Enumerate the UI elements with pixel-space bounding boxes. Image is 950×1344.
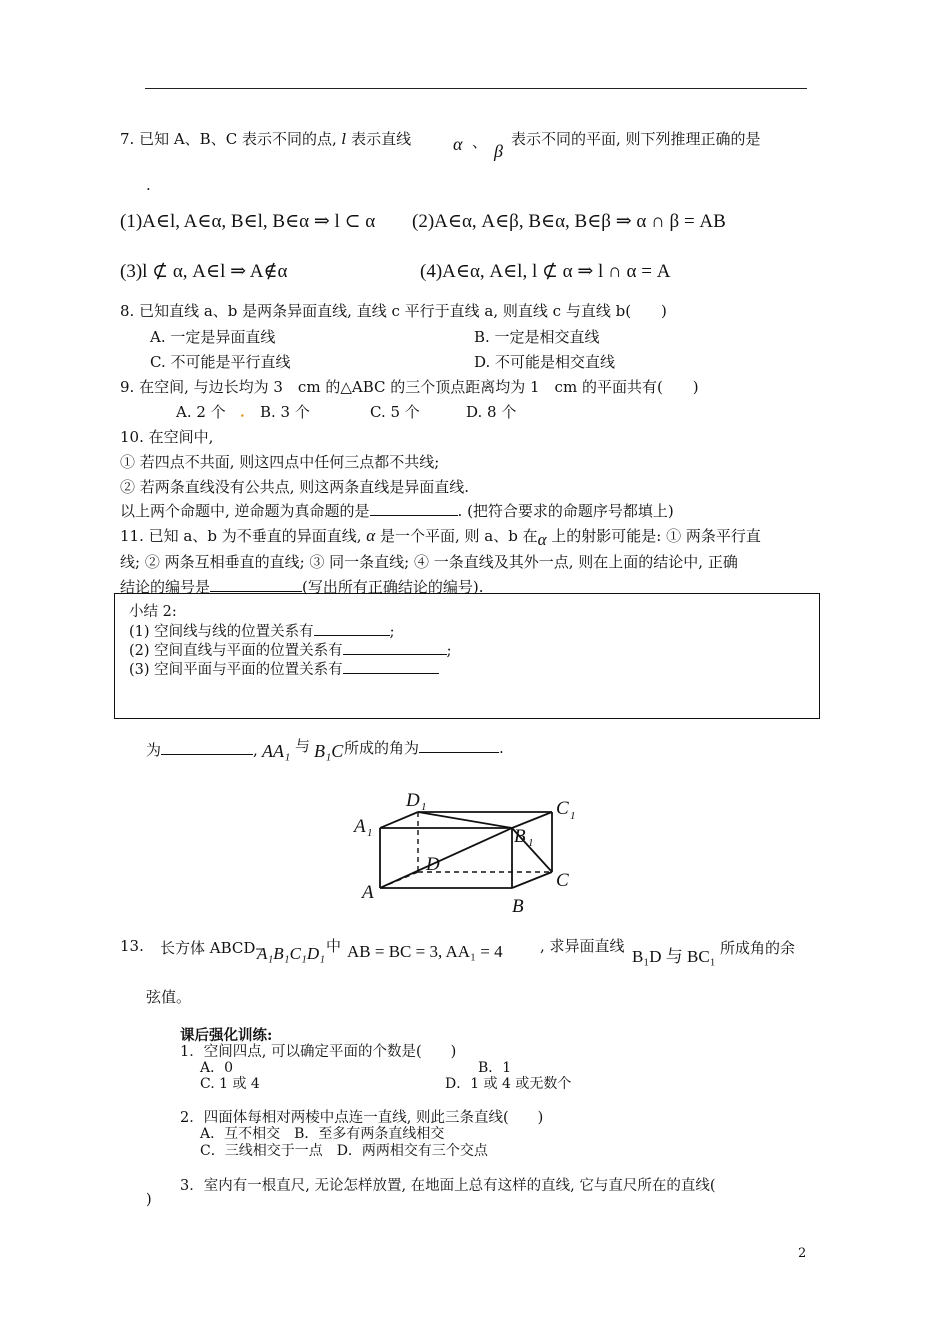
cuboid-figure [350, 788, 590, 918]
q10-blank [370, 501, 458, 516]
q8-option-c: C. 不可能是平行直线 [150, 353, 291, 371]
summary-item-2: (2) 空间直线与平面的位置关系有 ; [129, 639, 452, 660]
q7-option-1: (1)A∈l, A∈α, B∈l, B∈α ⇒ l ⊂ α [120, 211, 376, 232]
q7-stem: 7. 已知 A、B、C 表示不同的点, l 表示直线 [120, 130, 412, 148]
q11-line-3: 结论的编号是 (写出所有正确结论的编号). [120, 578, 484, 596]
hw-q2: 2．四面体每相对两棱中点连一直线, 则此三条直线( ) [180, 1110, 544, 1126]
q7-option-2: (2)A∈α, A∈β, B∈α, B∈β ⇒ α ∩ β = AB [412, 211, 726, 232]
q7-alpha: α [453, 134, 463, 154]
label-a1: A [354, 816, 366, 837]
q13-text-g: 所成角的余 [720, 939, 796, 957]
label-c: C [556, 870, 569, 891]
q8-option-a: A. 一定是异面直线 [150, 328, 276, 346]
label-d1: D [406, 790, 420, 811]
label-b1: B [514, 826, 526, 847]
q9-option-c: C. 5 个 [370, 403, 420, 421]
summary-item-3: (3) 空间平面与平面的位置关系有 [129, 658, 439, 679]
q9-option-d: D. 8 个 [466, 403, 517, 421]
summary-box [114, 593, 820, 719]
q10-question: 以上两个命题中, 逆命题为真命题的是 . (把符合要求的命题序号都填上) [120, 502, 674, 520]
q13-text-b: A₁B₁C₁D₁ [257, 944, 326, 963]
q12-tail: 所成的角为 . [344, 739, 504, 757]
q12-fragment: 为 , [146, 741, 258, 759]
q9-option-b: B. 3 个 [260, 403, 310, 421]
label-b: B [512, 896, 524, 917]
q10-proposition-1: ① 若四点不共面, 则这四点中任何三点都不共线; [120, 453, 440, 471]
q7-sep: 、 [472, 133, 488, 151]
q11-line-2: 线; ② 两条互相垂直的直线; ③ 同一条直线; ④ 一条直线及其外一点, 则在上面的结论中, 正确 [120, 553, 738, 571]
label-c1: C [556, 798, 569, 819]
q13-text-h: 弦值。 [146, 988, 192, 1006]
svg-text:1: 1 [421, 801, 427, 813]
q9-dot: ． [240, 402, 256, 420]
q7-option-3: (3)l ⊄ α, A∈l ⇒ A∉α [120, 261, 288, 282]
hw-q1-option-b: B．1 [478, 1060, 512, 1076]
q8-option-b: B. 一定是相交直线 [474, 328, 600, 346]
page-number: 2 [798, 1246, 807, 1261]
q11-line-1: 11. 已知 a、b 为不垂直的异面直线, α 是一个平面, 则 a、b 在α 上的射影可能是: ① 两条平行直 [120, 526, 761, 549]
q12-b1c: B₁C [314, 741, 344, 761]
hw-q2-options-ab: A．互不相交 B．至多有两条直线相交 [200, 1126, 445, 1142]
q8-option-d: D. 不可能是相交直线 [474, 353, 616, 371]
header-rule [145, 88, 807, 89]
q11-blank [210, 577, 302, 592]
label-d: D [426, 854, 440, 875]
q10-proposition-2: ② 若两条直线没有公共点, 则这两条直线是异面直线. [120, 478, 470, 496]
q8-stem: 8. 已知直线 a、b 是两条异面直线, 直线 c 平行于直线 a, 则直线 c 与直线 b( ) [120, 302, 667, 320]
label-a: A [362, 882, 374, 903]
q13-number: 13. [120, 937, 144, 955]
hw-q3: 3．室内有一根直尺, 无论怎样放置, 在地面上总有这样的直线, 它与直尺所在的直线( [180, 1178, 716, 1194]
svg-text:1: 1 [367, 827, 373, 839]
q10-stem: 10. 在空间中, [120, 428, 214, 446]
q13-text-d: AB = BC = 3, AA₁ = 4 [347, 942, 503, 961]
hw-q1-option-c: C. 1 或 4 [200, 1076, 260, 1092]
q13-text-f: B₁D 与 BC₁ [632, 947, 716, 966]
hw-q1: 1．空间四点, 可以确定平面的个数是( ) [180, 1044, 457, 1060]
q7-answer-dot: . [146, 176, 151, 194]
hw-q1-option-a: A．0 [200, 1060, 234, 1076]
homework-title: 课后强化训练: [180, 1027, 273, 1044]
hw-q2-options-cd: C．三线相交于一点 D．两两相交有三个交点 [200, 1143, 488, 1159]
q7-beta: β [494, 141, 503, 161]
q12-aa1: AA₁ [262, 741, 291, 761]
summary-title: 小结 2: [129, 604, 177, 620]
hw-q1-option-d: D．1 或 4 或无数个 [445, 1076, 572, 1092]
q7-option-4: (4)A∈α, A∈l, l ⊄ α ⇒ l ∩ α = A [420, 261, 671, 282]
q13-text-a: 长方体 ABCD– [160, 939, 263, 957]
q13-text-e: , 求异面直线 [540, 937, 625, 955]
q12-yu: 与 [295, 737, 311, 755]
svg-text:1: 1 [570, 810, 576, 822]
hw-q3-end: ) [146, 1192, 152, 1208]
summary-item-1: (1) 空间线与线的位置关系有 ; [129, 620, 395, 641]
q7-stem-end: 表示不同的平面, 则下列推理正确的是 [511, 130, 761, 148]
q13-text-c: 中 [326, 937, 342, 955]
q9-stem: 9. 在空间, 与边长均为 3 cm 的△ABC 的三个顶点距离均为 1 cm 的平面共有( ) [120, 378, 699, 396]
q9-option-a: A. 2 个 [176, 403, 226, 421]
svg-text:1: 1 [528, 837, 534, 849]
